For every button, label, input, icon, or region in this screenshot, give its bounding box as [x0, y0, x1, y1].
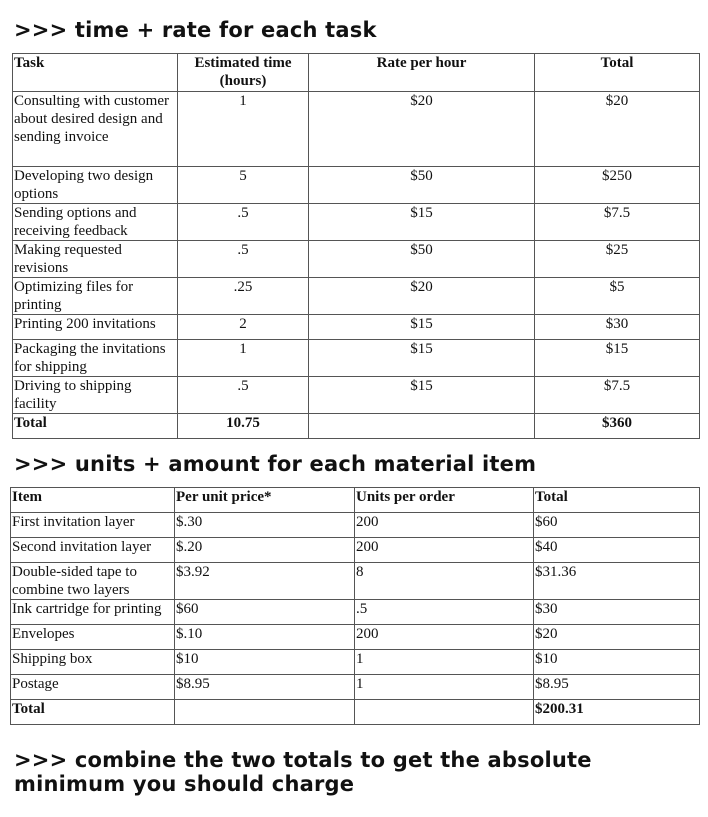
table-total-row: [11, 700, 700, 725]
item-cell: Ink cartridge for printing: [11, 600, 175, 625]
rate-cell: $50: [309, 167, 535, 204]
total-cell: $30: [535, 315, 700, 340]
unit-price-cell: $8.95: [175, 675, 355, 700]
task-cell: Consulting with customer about desired design and sending invoice: [13, 92, 178, 167]
units-cell: 1: [355, 650, 534, 675]
item-cell: Postage: [11, 675, 175, 700]
hours-cell: .5: [178, 241, 309, 278]
item-cell: Second invitation layer: [11, 538, 175, 563]
table-row: [11, 538, 700, 563]
task-cell: Packaging the invitations for shipping: [13, 340, 178, 377]
section-heading-materials: >>> units + amount for each material item: [14, 452, 537, 476]
total-empty: [175, 700, 355, 725]
table-header-row: [13, 54, 700, 92]
total-cell: $25: [535, 241, 700, 278]
unit-price-cell: $.10: [175, 625, 355, 650]
column-header: Per unit price*: [175, 488, 355, 513]
units-cell: 200: [355, 625, 534, 650]
units-cell: 200: [355, 538, 534, 563]
table-row: [11, 625, 700, 650]
total-cell: $40: [534, 538, 700, 563]
material-table: [10, 487, 700, 725]
task-table: [12, 53, 700, 439]
total-cell: $7.5: [535, 377, 700, 414]
item-cell: Shipping box: [11, 650, 175, 675]
total-label: Total: [11, 700, 175, 725]
units-cell: 200: [355, 513, 534, 538]
column-header: Units per order: [355, 488, 534, 513]
total-cell: $10: [534, 650, 700, 675]
total-label: Total: [13, 414, 178, 439]
table-total-row: [13, 414, 700, 439]
rate-cell: $15: [309, 377, 535, 414]
table-row: [13, 315, 700, 340]
total-empty: [355, 700, 534, 725]
table-row: [13, 167, 700, 204]
hours-cell: 1: [178, 340, 309, 377]
column-header: Total: [534, 488, 700, 513]
table-row: [13, 340, 700, 377]
column-header: Rate per hour: [309, 54, 535, 92]
units-cell: .5: [355, 600, 534, 625]
rate-cell: $15: [309, 204, 535, 241]
column-header: [178, 54, 309, 92]
total-cell: $8.95: [534, 675, 700, 700]
unit-price-cell: $10: [175, 650, 355, 675]
rate-cell: $50: [309, 241, 535, 278]
unit-price-cell: $60: [175, 600, 355, 625]
total-cell: $31.36: [534, 563, 700, 600]
task-cell: Developing two design options: [13, 167, 178, 204]
task-cell: Printing 200 invitations: [13, 315, 178, 340]
table-row: [13, 278, 700, 315]
table-row: [11, 600, 700, 625]
hours-cell: 5: [178, 167, 309, 204]
rate-cell: $20: [309, 278, 535, 315]
hours-cell: .25: [178, 278, 309, 315]
unit-price-cell: $.30: [175, 513, 355, 538]
task-cell: Driving to shipping facility: [13, 377, 178, 414]
total-cell: $5: [535, 278, 700, 315]
total-cell: $250: [535, 167, 700, 204]
table-row: [13, 92, 700, 167]
item-cell: First invitation layer: [11, 513, 175, 538]
table-row: [11, 650, 700, 675]
unit-price-cell: $.20: [175, 538, 355, 563]
item-cell: Double-sided tape to combine two layers: [11, 563, 175, 600]
total-cell: $20: [534, 625, 700, 650]
rate-cell: $15: [309, 315, 535, 340]
task-cell: Optimizing files for printing: [13, 278, 178, 315]
table-header-row: [11, 488, 700, 513]
task-cell: Sending options and receiving feedback: [13, 204, 178, 241]
rate-cell: $15: [309, 340, 535, 377]
table-row: [13, 241, 700, 278]
units-cell: 1: [355, 675, 534, 700]
section-heading-combine: >>> combine the two totals to get the absolute minimum you should charge: [14, 748, 592, 796]
hours-cell: .5: [178, 204, 309, 241]
total-cell: $20: [535, 92, 700, 167]
total-cell: $30: [534, 600, 700, 625]
total-hours: 10.75: [178, 414, 309, 439]
hours-cell: 2: [178, 315, 309, 340]
grand-total: $360: [535, 414, 700, 439]
hours-cell: .5: [178, 377, 309, 414]
column-header: Item: [11, 488, 175, 513]
table-row: [11, 563, 700, 600]
column-header: Total: [535, 54, 700, 92]
total-cell: $7.5: [535, 204, 700, 241]
total-rate: [309, 414, 535, 439]
unit-price-cell: $3.92: [175, 563, 355, 600]
units-cell: 8: [355, 563, 534, 600]
table-row: [13, 204, 700, 241]
column-header-text: Estimated time (hours): [194, 55, 292, 89]
item-cell: Envelopes: [11, 625, 175, 650]
section-heading-tasks: >>> time + rate for each task: [14, 18, 377, 42]
rate-cell: $20: [309, 92, 535, 167]
table-row: [13, 377, 700, 414]
total-cell: $15: [535, 340, 700, 377]
table-row: [11, 513, 700, 538]
grand-total: $200.31: [534, 700, 700, 725]
total-cell: $60: [534, 513, 700, 538]
task-cell: Making requested revisions: [13, 241, 178, 278]
table-row: [11, 675, 700, 700]
column-header: Task: [13, 54, 178, 92]
hours-cell: 1: [178, 92, 309, 167]
